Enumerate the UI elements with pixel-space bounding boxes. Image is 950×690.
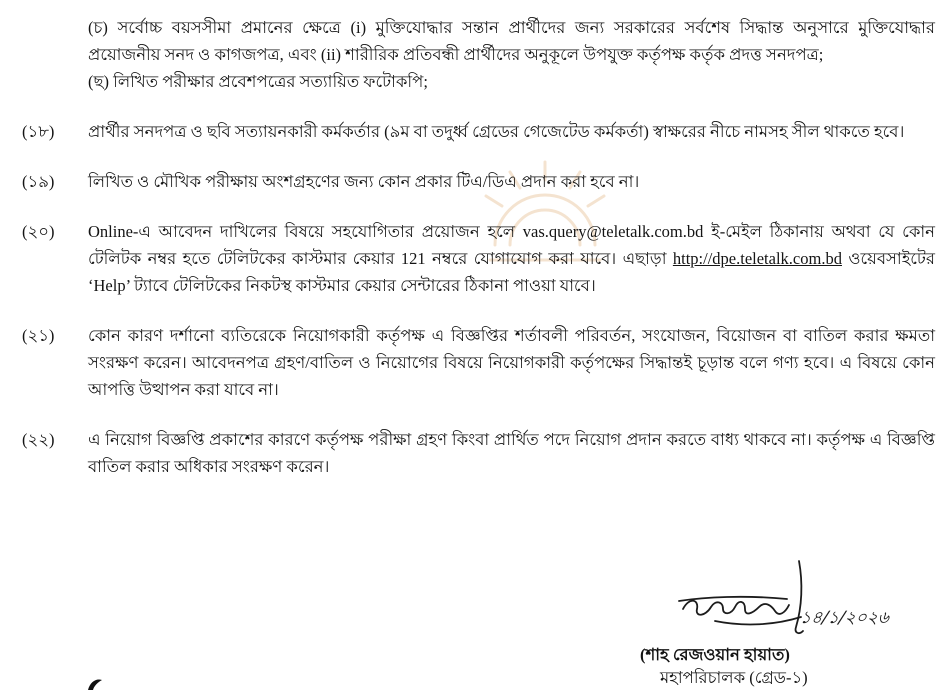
sub-item-label: (চ) bbox=[88, 18, 108, 37]
clause-text: প্রার্থীর সনদপত্র ও ছবি সত্যায়নকারী কর্মকর্তার (৯ম বা তদুর্ধ্ব গ্রেডের গেজেটেড কর্মকর্তা) স্বাক্ষরের নীচে নামসহ সীল থাকতে হবে। bbox=[88, 122, 905, 141]
signer-designation: মহাপরিচালক (গ্রেড-১) bbox=[660, 668, 808, 687]
document-body bbox=[0, 14, 950, 480]
signer-name: (শাহ রেজওয়ান হায়াত) bbox=[640, 645, 790, 664]
clause-22 bbox=[0, 426, 950, 480]
sub-item-cha bbox=[88, 14, 935, 68]
clause-text bbox=[88, 218, 935, 299]
signature-date: ১৪/১/২০২৬ bbox=[798, 608, 891, 628]
clause-number: (২২) bbox=[22, 430, 55, 449]
handwritten-signature bbox=[675, 555, 945, 650]
clause-20 bbox=[0, 218, 950, 299]
signature-stroke bbox=[715, 617, 801, 624]
scan-artifact bbox=[86, 676, 104, 690]
sub-item-text: সর্বোচ্চ বয়সসীমা প্রমানের ক্ষেত্রে (i) মুক্তিযোদ্ধার সন্তান প্রার্থীদের জন্য সরকারের সর্বশেষ সিদ্ধান্ত অনুসারে মুক্তিযোদ্ধার প্রয়োজনীয় সনদ ও কাগজপত্র, এবং (ii) শারীরিক প্রতিবন্ধী প্রার্থীদের অনুকূলে উপযুক্ত কর্তৃপক্ষ কর্তৃক প্রদত্ত সনদপত্র; bbox=[88, 18, 936, 64]
clause-21 bbox=[0, 322, 950, 403]
clause-18 bbox=[0, 118, 950, 145]
clause-text-middle: ই-মেইল ঠিকানায় অথবা যে কোন টেলিটক নম্বর হতে টেলিটকের কাস্টমার কেয়ার 121 নম্বরে যোগাযোগ করা যাবে। এছাড়া bbox=[88, 222, 936, 268]
teletalk-website-link[interactable]: http://dpe.teletalk.com.bd bbox=[672, 249, 842, 268]
sub-item-chha bbox=[88, 68, 935, 95]
clause-number: (২০) bbox=[22, 222, 55, 241]
sub-item-label: (ছ) bbox=[88, 72, 109, 91]
support-email: vas.query@teletalk.com.bd bbox=[522, 222, 704, 241]
clause-number: (২১) bbox=[22, 326, 55, 345]
clause-text-intro: Online-এ আবেদন দাখিলের বিষয়ে সহযোগিতার প্রয়োজন হলে bbox=[88, 222, 516, 241]
clause-number: (১৮) bbox=[22, 122, 55, 141]
clause-number: (১৯) bbox=[22, 172, 55, 191]
clause-text-outro: ওয়েবসাইটের ‘Help’ ট্যাবে টেলিটকের নিকটস্থ কাস্টমার কেয়ার সেন্টারের ঠিকানা পাওয়া যাবে। bbox=[88, 249, 936, 295]
sub-item-text: লিখিত পরীক্ষার প্রবেশপত্রের সত্যায়িত ফটোকপি; bbox=[113, 72, 428, 91]
signature-stroke bbox=[683, 601, 789, 615]
clause-19 bbox=[0, 168, 950, 195]
clause-text: কোন কারণ দর্শানো ব্যতিরেকে নিয়োগকারী কর্তৃপক্ষ এ বিজ্ঞপ্তির শর্তাবলী পরিবর্তন, সংযোজন, বিয়োজন বা বাতিল করার ক্ষমতা সংরক্ষণ করেন। আবেদনপত্র গ্রহণ/বাতিল ও নিয়োগের বিষয়ে নিয়োগকারী কর্তৃপক্ষের সিদ্ধান্তই চূড়ান্ত বলে গণ্য হবে। এ বিষয়ে কোন আপত্তি উত্থাপন করা যাবে না। bbox=[88, 326, 935, 399]
clause-text: লিখিত ও মৌখিক পরীক্ষায় অংশগ্রহণের জন্য কোন প্রকার টিএ/ডিএ প্রদান করা হবে না। bbox=[88, 172, 640, 191]
signature-stroke bbox=[679, 597, 787, 601]
clause-text: এ নিয়োগ বিজ্ঞপ্তি প্রকাশের কারণে কর্তৃপক্ষ পরীক্ষা গ্রহণ কিংবা প্রার্থিত পদে নিয়োগ প্রদান করতে বাধ্য থাকবে না। কর্তৃপক্ষ এ বিজ্ঞপ্তি বাতিল করার অধিকার সংরক্ষণ করেন। bbox=[88, 430, 935, 476]
